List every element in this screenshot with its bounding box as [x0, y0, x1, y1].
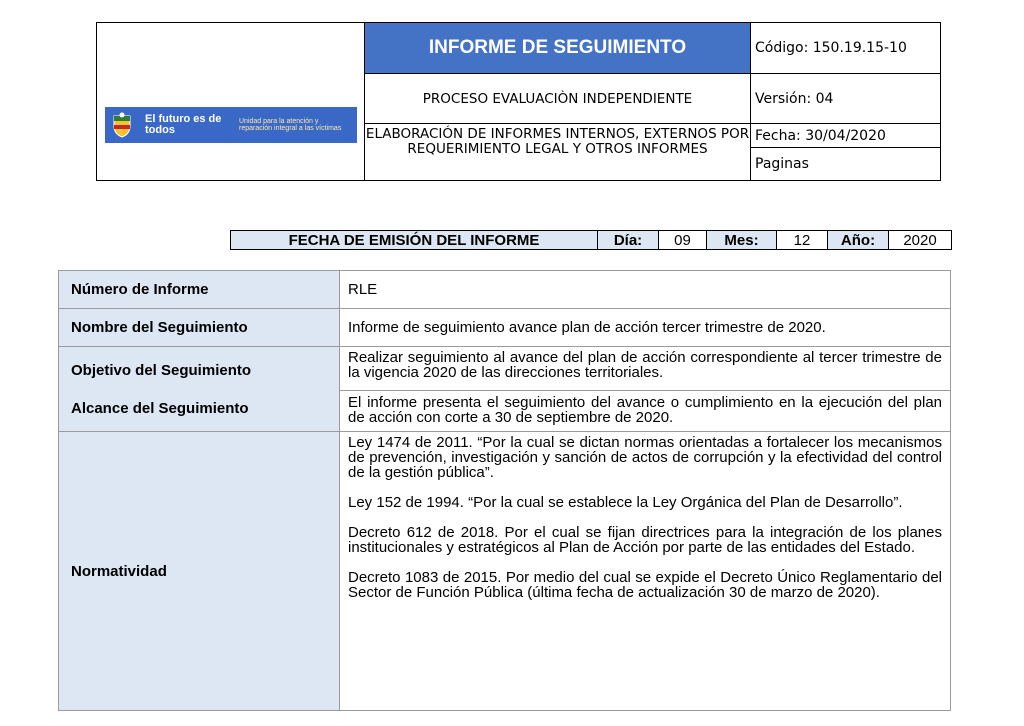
year-label: Año: [827, 230, 889, 250]
nombre-label: Nombre del Seguimiento [59, 309, 339, 346]
norm-item: Decreto 1083 de 2015. Por medio del cual se expide el Decreto Único Reglamentario del Sector de Función Pública (última fecha de actualización 30 de marzo de 2020). [348, 569, 942, 601]
document-pages: Paginas [751, 147, 941, 180]
brand-slogan: El futuro es de todos [145, 113, 222, 136]
emission-date-label: FECHA DE EMISIÓN DEL INFORME [230, 230, 598, 250]
report-table [58, 270, 951, 711]
institution-name: Unidad para la atención y reparación integral a las víctimas [239, 118, 342, 132]
norm-item: Ley 1474 de 2011. “Por la cual se dictan normas orientadas a fortalecer los mecanismos de prevención, investigación y sanción de actos de corrupción y la efectividad del control de la gestión pública”. [348, 434, 942, 481]
normatividad-label: Normatividad [59, 432, 339, 710]
row-divider [59, 431, 950, 432]
nombre-value: Informe de seguimiento avance plan de acción tercer trimestre de 2020. [348, 319, 826, 336]
elaboration-name: ELABORACIÓN DE INFORMES INTERNOS, EXTERNOS POR REQUERIMIENTO LEGAL Y OTROS INFORMES [365, 123, 750, 180]
day-label: Día: [597, 230, 659, 250]
document-code: Código: 150.19.15-10 [755, 40, 907, 56]
institution-logo [105, 107, 357, 143]
document-version: Versión: 04 [751, 73, 941, 123]
logo-cell [97, 23, 365, 180]
alcance-label: Alcance del Seguimiento [59, 390, 339, 431]
header-title-column [365, 23, 750, 180]
row-divider [59, 308, 950, 309]
header-meta-column [750, 23, 940, 180]
month-value: 12 [776, 230, 828, 250]
document-header [96, 22, 941, 181]
objetivo-label: Objetivo del Seguimiento [59, 347, 339, 390]
alcance-value: El informe presenta el seguimiento del avance o cumplimiento en la ejecución del plan de acción con corte a 30 de septiembre de 2020. [348, 394, 942, 426]
row-divider [340, 390, 950, 391]
numero-value: RLE [348, 281, 378, 298]
page-title: INFORME DE SEGUIMIENTO [365, 23, 750, 73]
row-divider [59, 346, 950, 347]
coat-of-arms-icon [105, 107, 139, 143]
numero-label: Número de Informe [59, 271, 339, 308]
column-divider [339, 271, 340, 710]
document-date: Fecha: 30/04/2020 [751, 123, 941, 147]
objetivo-value: Realizar seguimiento al avance del plan de acción correspondiente al tercer trimestre de la vigencia 2020 de las direcciones territoriales. [348, 349, 942, 381]
norm-item: Decreto 612 de 2018. Por el cual se fijan directrices para la integración de los planes institucionales y estratégicos al Plan de Acción por parte de las entidades del Estado. [348, 524, 942, 556]
process-name: PROCESO EVALUACIÒN INDEPENDIENTE [365, 73, 750, 124]
year-value: 2020 [888, 230, 952, 250]
normatividad-list [340, 433, 950, 710]
day-value: 09 [658, 230, 707, 250]
month-label: Mes: [706, 230, 777, 250]
norm-item: Ley 152 de 1994. “Por la cual se establece la Ley Orgánica del Plan de Desarrollo”. [348, 494, 903, 511]
